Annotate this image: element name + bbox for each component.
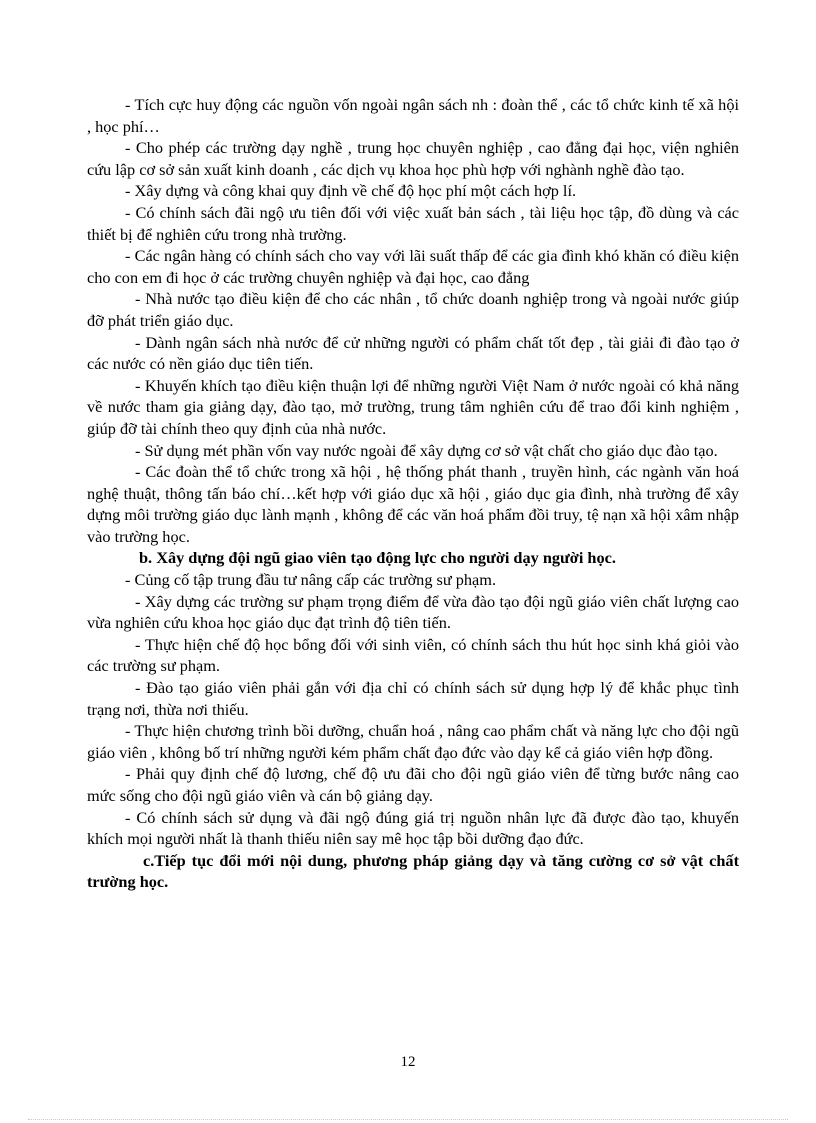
paragraph: - Nhà nước tạo điều kiện để cho các nhân , tổ chức doanh nghiệp trong và ngoài nước giúp đỡ phát triển giáo dục.	[87, 289, 739, 330]
paragraph: - Sử dụng mét phần vốn vay nước ngoài để xây dựng cơ sở vật chất cho giáo dục đào tạo.	[135, 440, 718, 460]
page-number: 12	[400, 1054, 416, 1070]
paragraph: - Các đoàn thể tổ chức trong xã hội , hệ thống phát thanh , truyền hình, các ngành văn hoá nghệ thuật, thông tấn báo chí…kết hợp với giáo dục xã hội , giáo dục gia đình, nhà trường để xây dựng môi trường giáo dục lành mạnh , không để các văn hoá phẩm đồi truy, tệ nạn xã hội xâm nhập vào trường học.	[87, 462, 739, 546]
paragraph: - Thực hiện chế độ học bổng đối với sinh viên, có chính sách thu hút học sinh khá giỏi vào các trường sư phạm.	[87, 634, 739, 676]
paragraph: - Dành ngân sách nhà nước để cử những người có phẩm chất tốt đẹp , tài giải đi đào tạo ở các nước có nền giáo dục tiên tiến.	[87, 332, 739, 374]
paragraph: - Xây dựng và công khai quy định về chế độ học phí một cách hợp lí.	[125, 181, 577, 201]
paragraph: - Phải quy định chế độ lương, chế độ ưu đãi cho đội ngũ giáo viên để từng bước nâng cao mức sống cho đội ngũ giáo viên và cán bộ giảng dạy.	[87, 764, 739, 805]
paragraph: - Có chính sách sử dụng và đãi ngộ đúng giá trị nguồn nhân lực đã được đào tạo, khuyến khích mọi người nhất là thanh thiếu niên say mê học tập bồi dưỡng đạo đức.	[87, 807, 739, 849]
footer-divider	[28, 1119, 788, 1120]
paragraph: - Cho phép các trường dạy nghề , trung học chuyên nghiệp , cao đẳng đại học, viện nghiên cứu lập cơ sở sản xuất kinh doanh , các dịch vụ khoa học phù hợp với nghành nghề đào tạo.	[87, 138, 739, 179]
document-body	[87, 94, 739, 893]
section-heading-c: c.Tiếp tục đổi mới nội dung, phương pháp giảng dạy và tăng cường cơ sở vật chất trường học.	[87, 850, 739, 892]
section-heading-b: b. Xây dựng đội ngũ giao viên tạo động lực cho người dạy người học.	[139, 548, 616, 568]
paragraph: - Các ngân hàng có chính sách cho vay với lãi suất thấp để các gia đình khó khăn có điều kiện cho con em đi học ở các trường chuyên nghiệp và đại học, cao đẳng	[87, 246, 739, 287]
paragraph: - Có chính sách đãi ngộ ưu tiên đối với việc xuất bản sách , tài liệu học tập, đồ dùng và các thiết bị để nghiên cứu trong nhà trường.	[87, 202, 739, 244]
paragraph: - Tích cực huy động các nguồn vốn ngoài ngân sách nh : đoàn thể , các tổ chức kinh tế xã hội , học phí…	[87, 95, 739, 136]
paragraph: - Củng cố tập trung đầu tư nâng cấp các trường sư phạm.	[125, 570, 497, 590]
paragraph: - Đào tạo giáo viên phải gắn với địa chỉ có chính sách sử dụng hợp lý để khắc phục tình trạng nơi, thừa nơi thiếu.	[87, 678, 739, 719]
paragraph: - Xây dựng các trường sư phạm trọng điểm để vừa đào tạo đội ngũ giáo viên chất lượng cao vừa nghiên cứu khoa học giáo dục đạt trình độ tiên tiến.	[87, 591, 739, 633]
paragraph: - Thực hiện chương trình bồi dưỡng, chuẩn hoá , nâng cao phẩm chất và năng lực cho đội ngũ giáo viên , không bố trí những người kém phẩm chất đạo đức vào dạy kể cả giáo viên hợp đồng.	[87, 721, 739, 762]
paragraph: - Khuyến khích tạo điều kiện thuận lợi để những người Việt Nam ở nước ngoài có khả năng về nước tham gia giảng dạy, đào tạo, mở trường, trung tâm nghiên cứu để trao đổi kinh nghiệm , giúp đỡ tài chính theo quy định của nhà nước.	[87, 375, 739, 438]
